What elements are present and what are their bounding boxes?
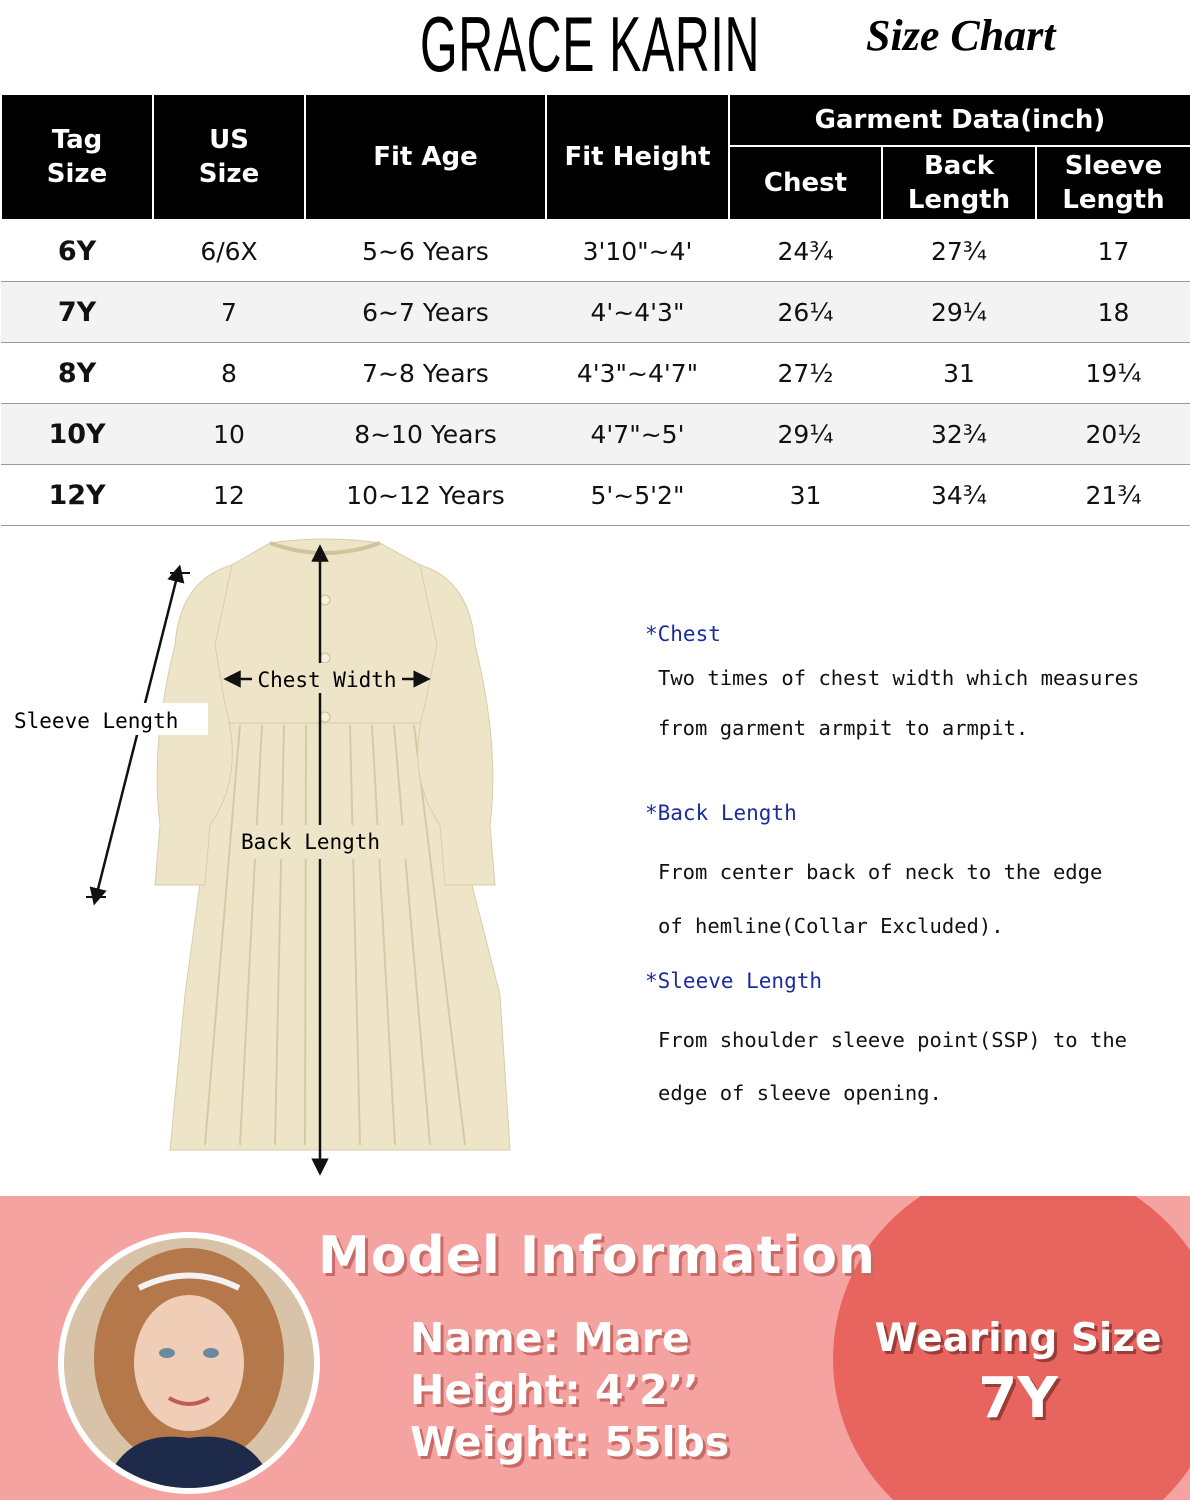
cell-chest: 27½ <box>729 343 882 404</box>
cell-us: 12 <box>153 465 305 526</box>
dress-diagram <box>0 525 620 1190</box>
cell-back: 34¾ <box>882 465 1036 526</box>
model-name: Name: Mare <box>410 1314 690 1362</box>
sleeve-length-label: Sleeve Length <box>14 709 179 733</box>
note-back-title: *Back Length <box>645 801 797 825</box>
size-table <box>0 93 1190 526</box>
model-banner <box>0 1196 1190 1500</box>
table-row <box>1 404 1190 465</box>
cell-sleeve: 21¾ <box>1036 465 1190 526</box>
chest-width-label: Chest Width <box>257 668 397 692</box>
cell-age: 6~7 Years <box>305 282 546 343</box>
header-chest: Chest <box>729 146 882 220</box>
cell-sleeve: 17 <box>1036 220 1190 282</box>
header-back-length: Back Length <box>882 146 1036 220</box>
note-chest-title: *Chest <box>645 622 721 646</box>
cell-height: 4'3"~4'7" <box>546 343 729 404</box>
cell-back: 27¾ <box>882 220 1036 282</box>
cell-us: 8 <box>153 343 305 404</box>
cell-age: 10~12 Years <box>305 465 546 526</box>
note-sleeve-title: *Sleeve Length <box>645 969 823 993</box>
cell-age: 5~6 Years <box>305 220 546 282</box>
table-row <box>1 282 1190 343</box>
cell-tag: 7Y <box>1 282 153 343</box>
model-info-title: Model Information <box>318 1226 876 1286</box>
cell-age: 8~10 Years <box>305 404 546 465</box>
cell-us: 7 <box>153 282 305 343</box>
header-fit-age: Fit Age <box>305 94 546 220</box>
cell-back: 29¼ <box>882 282 1036 343</box>
cell-tag: 6Y <box>1 220 153 282</box>
cell-height: 3'10"~4' <box>546 220 729 282</box>
cell-us: 6/6X <box>153 220 305 282</box>
cell-chest: 31 <box>729 465 882 526</box>
note-sleeve-line1: From shoulder sleeve point(SSP) to the <box>658 1028 1127 1052</box>
model-photo <box>58 1232 320 1494</box>
model-weight: Weight: 55lbs <box>410 1418 730 1466</box>
cell-back: 32¾ <box>882 404 1036 465</box>
back-length-label: Back Length <box>241 830 381 854</box>
cell-us: 10 <box>153 404 305 465</box>
cell-sleeve: 19¼ <box>1036 343 1190 404</box>
cell-tag: 8Y <box>1 343 153 404</box>
header-garment-data: Garment Data(inch) <box>729 94 1190 146</box>
cell-height: 5'~5'2" <box>546 465 729 526</box>
cell-tag: 10Y <box>1 404 153 465</box>
cell-back: 31 <box>882 343 1036 404</box>
cell-height: 4'7"~5' <box>546 404 729 465</box>
header-sleeve-length: Sleeve Length <box>1036 146 1190 220</box>
note-chest-line2: from garment armpit to armpit. <box>658 716 1029 740</box>
cell-chest: 26¼ <box>729 282 882 343</box>
dress-bodice <box>211 539 441 723</box>
cell-tag: 12Y <box>1 465 153 526</box>
cell-sleeve: 18 <box>1036 282 1190 343</box>
wearing-size-label: Wearing Size <box>874 1316 1162 1361</box>
table-row <box>1 465 1190 526</box>
header-us-size: US Size <box>153 94 305 220</box>
cell-sleeve: 20½ <box>1036 404 1190 465</box>
note-sleeve-line2: edge of sleeve opening. <box>658 1081 942 1105</box>
note-back-line1: From center back of neck to the edge <box>658 860 1103 884</box>
wearing-size-value: 7Y <box>978 1366 1058 1431</box>
table-row <box>1 220 1190 282</box>
cell-chest: 29¼ <box>729 404 882 465</box>
model-height: Height: 4’2’’ <box>410 1366 699 1414</box>
cell-chest: 24¾ <box>729 220 882 282</box>
table-row <box>1 343 1190 404</box>
cell-height: 4'~4'3" <box>546 282 729 343</box>
brand-logo: GRACE KARIN <box>420 0 761 88</box>
note-chest-line1: Two times of chest width which measures <box>658 666 1140 690</box>
cell-age: 7~8 Years <box>305 343 546 404</box>
header-fit-height: Fit Height <box>546 94 729 220</box>
note-back-line2: of hemline(Collar Excluded). <box>658 914 1004 938</box>
header-tag-size: Tag Size <box>1 94 153 220</box>
chart-title: Size Chart <box>866 11 1056 60</box>
